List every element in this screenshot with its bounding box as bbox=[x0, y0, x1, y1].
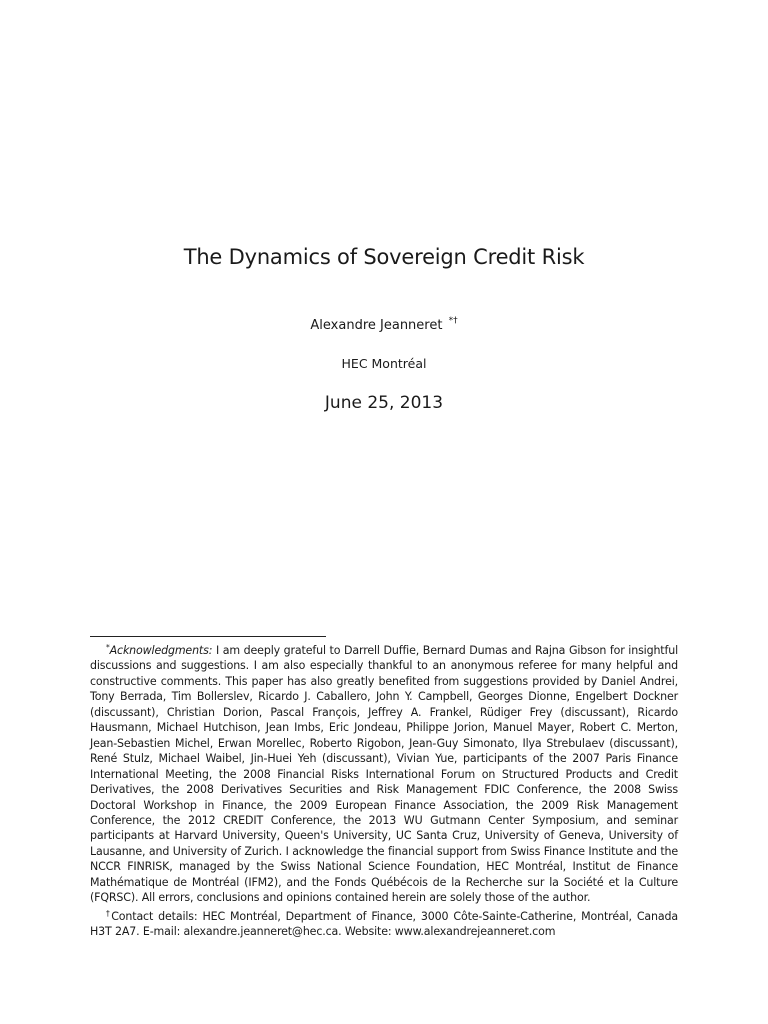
paper-title: The Dynamics of Sovereign Credit Risk bbox=[183, 245, 585, 269]
contact-text: Contact details: HEC Montréal, Department of Finance, 3000 Côte-Sainte-Catherine, Montréal, Canada H3T 2A7. E-mail: alexandre.jeanneret@hec.ca. Website: www.alexandrejeanneret.com bbox=[90, 909, 678, 939]
acknowledgments-label: Acknowledgments: bbox=[109, 644, 213, 657]
paper-date: June 25, 2013 bbox=[324, 393, 444, 413]
footnotes bbox=[90, 640, 678, 940]
footnote-acknowledgments bbox=[90, 640, 678, 906]
author-footnote-marks: *† bbox=[448, 316, 458, 326]
author-affiliation: HEC Montréal bbox=[341, 356, 427, 371]
footnote-mark-dagger: † bbox=[106, 908, 112, 918]
acknowledgments-text: I am deeply grateful to Darrell Duffie, Bernard Dumas and Rajna Gibson for insightful discussions and suggestions. I am also especially thankful to an anonymous referee for many helpful and constructive comments. This paper has also greatly benefited from suggestions provided by Daniel Andrei, Tony Berrada, Tim Bollerslev, Ricardo J. Caballero, John Y. Campbell, Georges Dionne, Engelbert Dockner (discussant), Christian Dorion, Pascal François, Jeffrey A. Frankel, Rüdiger Frey (discussant), Ricardo Hausmann, Michael Hutchison, Jean Imbs, Eric Jondeau, Philippe Jorion, Manuel Mayer, Robert C. Merton, Jean-Sebastien Michel, Erwan Morellec, Roberto Rigobon, Jean-Guy Simonato, Ilya Strebulaev (discussant), René Stulz, Michael Waibel, Jin-Huei Yeh (discussant), Vivian Yue, participants of the 2007 Paris Finance International Meeting, the 2008 Financial Risks International Forum on Structured Products and Credit Derivatives, the 2008 Derivatives Securities and Risk Management FDIC Conference, the 2008 Swiss Doctoral Workshop in Finance, the 2009 European Finance Association, the 2009 Risk Management Conference, the 2012 CREDIT Conference, the 2013 WU Gutmann Center Symposium, and seminar participants at Harvard University, Queen's University, UC Santa Cruz, University of Geneva, University of Lausanne, and University of Zurich. I acknowledge the financial support from Swiss Finance Institute and the NCCR FINRISK, managed by the Swiss National Science Foundation, HEC Montréal, Institut de Finance Mathématique de Montréal (IFM2), and the Fonds Québécois de la Recherche sur la Société et la Culture (FQRSC). All errors, conclusions and opinions contained herein are solely those of the author. bbox=[90, 644, 678, 905]
author-name: Alexandre Jeanneret bbox=[310, 318, 443, 333]
author-line bbox=[0, 316, 768, 333]
footnote-separator bbox=[90, 636, 326, 637]
footnote-contact bbox=[90, 906, 678, 940]
footnote-mark-star: * bbox=[106, 643, 110, 652]
